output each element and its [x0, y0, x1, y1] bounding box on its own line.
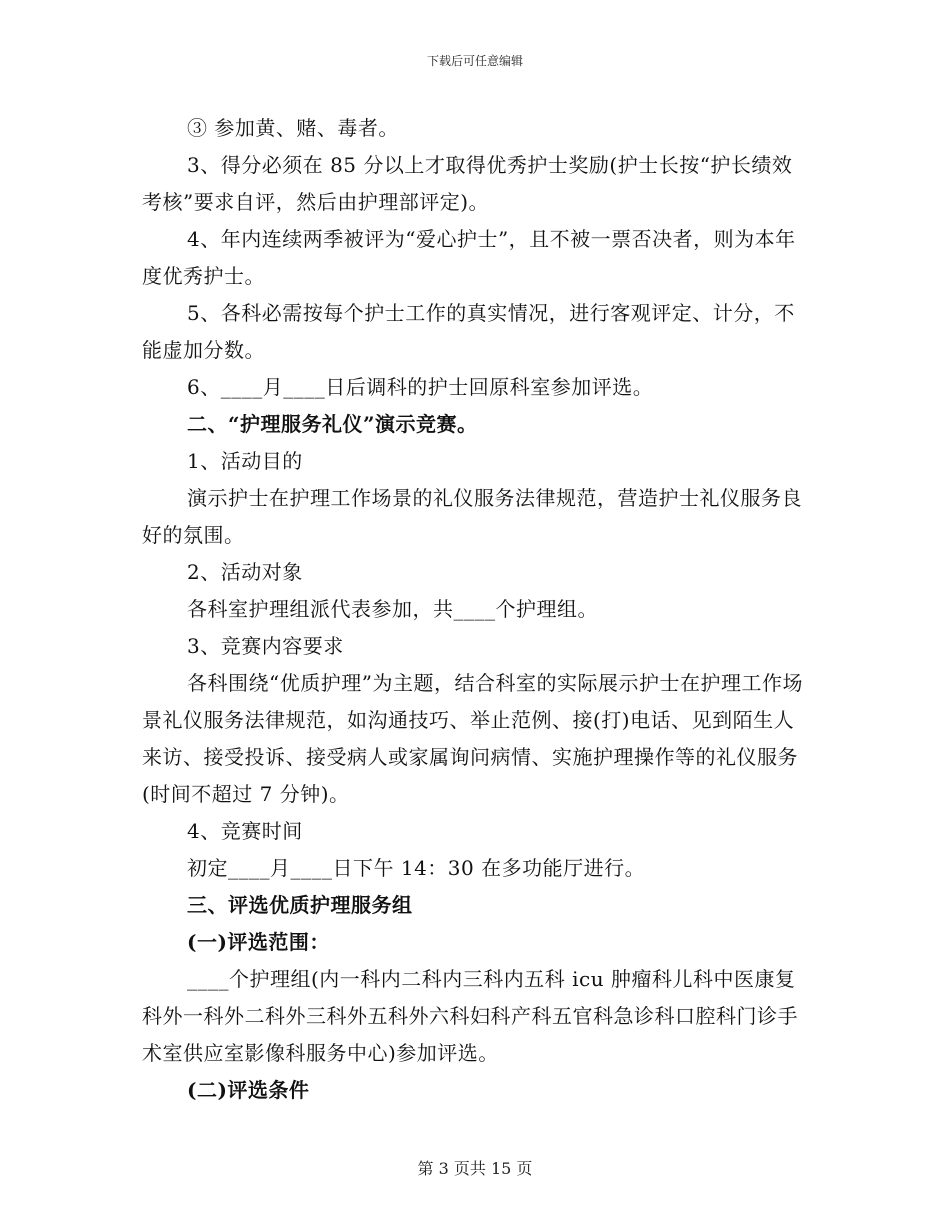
paragraph: 5、各科必需按每个护士工作的真实情况，进行客观评定、计分，不能虚加分数。: [142, 301, 795, 362]
sub-heading: 4、竞赛时间: [187, 819, 303, 843]
page-footer: 第 3 页共 15 页: [417, 1159, 533, 1178]
section-heading: 三、评选优质护理服务组: [187, 893, 413, 917]
paragraph: 3、得分必须在 85 分以上才取得优秀护士奖励(护士长按“护长绩效考核”要求自评，然后由护理部评定)。: [142, 153, 793, 214]
paragraph: ____个护理组(内一科内二科内三科内五科 icu 肿瘤科儿科中医康复科外一科外二科外三科外五科外六科妇科产科五官科急诊科口腔科门诊手术室供应室影像科服务中心)参加评选。: [142, 967, 798, 1065]
paragraph: 4、年内连续两季被评为“爱心护士”，且不被一票否决者，则为本年度优秀护士。: [142, 227, 796, 288]
sub-heading: 2、活动对象: [187, 560, 303, 584]
sub-section-heading: (二)评选条件: [187, 1078, 310, 1102]
page-header: 下载后可任意编辑: [426, 54, 523, 68]
document-body: [142, 110, 810, 1109]
sub-heading: 3、竞赛内容要求: [187, 634, 344, 658]
paragraph: 各科室护理组派代表参加，共____个护理组。: [187, 597, 598, 621]
paragraph: 各科围绕“优质护理”为主题，结合科室的实际展示护士在护理工作场景礼仪服务法律规范，如沟通技巧、举止范例、接(打)电话、见到陌生人来访、接受投诉、接受病人或家属询问病情、实施护理操作等的礼仪服务(时间不超过 7 分钟)。: [142, 671, 803, 806]
paragraph: 6、____月____日后调科的护士回原科室参加评选。: [187, 375, 654, 399]
sub-section-heading: (一)评选范围：: [187, 930, 330, 954]
paragraph: ③ 参加黄、赌、毒者。: [187, 116, 399, 140]
paragraph: 演示护士在护理工作场景的礼仪服务法律规范，营造护士礼仪服务良好的氛围。: [142, 486, 802, 547]
paragraph: 初定____月____日下午 14：30 在多功能厅进行。: [187, 856, 646, 880]
section-heading: 二、“护理服务礼仪”演示竞赛。: [187, 412, 478, 436]
sub-heading: 1、活动目的: [187, 449, 303, 473]
